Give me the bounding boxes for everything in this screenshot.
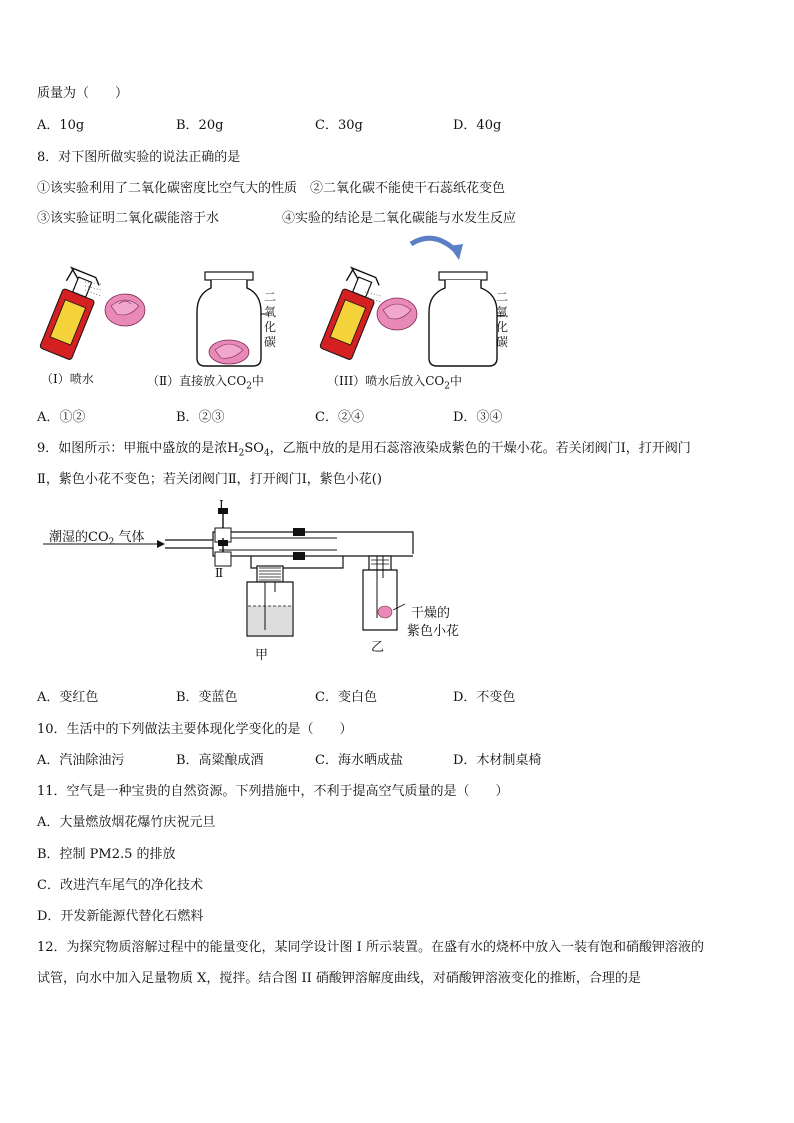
q8-stem: 8．对下图所做实验的说法正确的是 xyxy=(37,150,241,165)
caption-text: 中 xyxy=(251,374,264,388)
q9-bottle-label-yi: 乙 xyxy=(371,640,385,655)
gas-label-sub: 2 xyxy=(108,537,115,548)
stem-text: 9．如图所示：甲瓶中盛放的是浓H xyxy=(37,441,239,456)
q11-stem: 11．空气是一种宝贵的自然资源。下列措施中，不利于提高空气质量的是（ ） xyxy=(37,784,509,799)
q7-option-d[interactable]: D．40g xyxy=(453,118,502,133)
q9-valve-label-2: Ⅱ xyxy=(215,566,224,580)
caption-sub: 2 xyxy=(246,381,252,392)
q8-jar-label-1 xyxy=(263,290,277,350)
caption-sub: 2 xyxy=(444,381,450,392)
rose-icon-1 xyxy=(105,294,145,326)
q9-stem-line-1 xyxy=(37,437,691,459)
q9-options xyxy=(37,686,757,704)
jar-label-char: 二 xyxy=(263,290,276,304)
q10-stem: 10．生活中的下列做法主要体现化学变化的是（ ） xyxy=(37,722,353,737)
gas-label-text: 气体 xyxy=(114,530,145,545)
q8-figure xyxy=(37,232,757,394)
q8-option-d[interactable]: D．③④ xyxy=(453,410,503,425)
q7-option-b[interactable]: B．20g xyxy=(176,118,224,133)
gas-jar-icon-2 xyxy=(429,272,505,366)
q9-bottle-label-jia: 甲 xyxy=(255,648,269,663)
q8-caption-3 xyxy=(327,372,462,391)
stem-sub: 2 xyxy=(238,448,245,459)
q10-option-d[interactable]: D．木材制桌椅 xyxy=(453,753,542,768)
q11-option-c[interactable]: C．改进汽车尾气的净化技术 xyxy=(37,878,203,893)
caption-text: 中 xyxy=(449,374,462,388)
arrow-head-icon xyxy=(157,540,165,548)
valve-icon-1 xyxy=(215,508,231,542)
q8-statement-4: ④实验的结论是二氧化碳能与水发生反应 xyxy=(282,211,517,226)
q8-caption-1: （I）喷水 xyxy=(41,372,94,386)
q7-option-a[interactable]: A．10g xyxy=(37,118,85,133)
q11-option-d[interactable]: D．开发新能源代替化石燃料 xyxy=(37,909,204,924)
q12-stem-line-2: 试管，向水中加入足量物质 X，搅拌。结合图 II 硝酸钾溶解度曲线，对硝酸钾溶液变化的推断，合理的是 xyxy=(37,971,641,986)
connector-icon xyxy=(293,552,305,560)
q9-valve-label-1: I xyxy=(219,498,224,512)
connector-icon xyxy=(293,528,305,536)
q8-option-b[interactable]: B．②③ xyxy=(176,410,225,425)
q9-apparatus-figure xyxy=(37,498,477,664)
gas-jar-icon-1 xyxy=(197,272,269,366)
q10-option-c[interactable]: C．海水晒成盐 xyxy=(315,753,403,768)
q10-options xyxy=(37,749,757,767)
q7-stem-tail: 质量为（ ） xyxy=(37,86,129,101)
stem-sub: 4 xyxy=(263,448,270,459)
jar-label-char: 氧 xyxy=(263,305,276,319)
q9-flower-label-2: 紫色小花 xyxy=(407,624,460,639)
q8-option-c[interactable]: C．②④ xyxy=(315,410,364,425)
q8-statement-3: ③该实验证明二氧化碳能溶于水 xyxy=(37,211,220,226)
q7-options xyxy=(37,114,757,132)
caption-text: （III）喷水后放入CO xyxy=(327,374,445,388)
jar-label-char: 化 xyxy=(495,320,508,334)
q9-gas-label xyxy=(49,526,144,548)
q9-flower-label-1: 干燥的 xyxy=(411,606,451,621)
q12-stem-line-1: 12．为探究物质溶解过程中的能量变化，某同学设计图 I 所示装置。在盛有水的烧杯中放入一装有饱和硝酸钾溶液的 xyxy=(37,940,704,955)
stem-text: SO xyxy=(244,441,264,456)
stem-text: ，乙瓶中放的是用石蕊溶液染成紫色的干燥小花。若关闭阀门Ⅰ，打开阀门 xyxy=(269,441,691,456)
q7-option-c[interactable]: C．30g xyxy=(315,118,363,133)
bottle-yi-icon xyxy=(363,556,405,630)
q8-caption-2 xyxy=(147,372,264,391)
spray-bottle-icon-1 xyxy=(39,268,103,360)
q8-options xyxy=(37,406,757,424)
q8-option-a[interactable]: A．①② xyxy=(37,410,86,425)
bottle-jia-icon xyxy=(247,566,293,636)
q9-option-d[interactable]: D．不变色 xyxy=(453,690,516,705)
q9-option-a[interactable]: A．变红色 xyxy=(37,690,99,705)
caption-text: （Ⅱ）直接放入CO xyxy=(147,374,247,388)
q9-stem-line-2: Ⅱ，紫色小花不变色；若关闭阀门Ⅱ，打开阀门Ⅰ，紫色小花() xyxy=(37,472,382,487)
jar-label-char: 二 xyxy=(495,290,508,304)
spray-bottle-icon-2 xyxy=(319,268,383,360)
curved-arrow-icon xyxy=(411,238,463,260)
jar-label-char: 碳 xyxy=(495,335,508,349)
q8-jar-label-2 xyxy=(495,290,509,350)
jar-label-char: 碳 xyxy=(263,335,276,349)
q11-option-b[interactable]: B．控制 PM2.5 的排放 xyxy=(37,847,176,862)
gas-label-text: 潮湿的CO xyxy=(49,530,109,545)
q9-option-b[interactable]: B．变蓝色 xyxy=(176,690,238,705)
q8-figure-drawing xyxy=(37,232,757,394)
q9-option-c[interactable]: C．变白色 xyxy=(315,690,377,705)
q11-option-a[interactable]: A．大量燃放烟花爆竹庆祝元旦 xyxy=(37,815,216,830)
q10-option-b[interactable]: B．高粱酿成酒 xyxy=(176,753,264,768)
rose-icon-2 xyxy=(377,298,417,330)
jar-label-char: 氧 xyxy=(495,305,508,319)
flower-icon xyxy=(378,606,392,618)
q9-apparatus-drawing xyxy=(37,498,477,664)
jar-label-char: 化 xyxy=(263,320,276,334)
q8-statement-1-2: ①该实验利用了二氧化碳密度比空气大的性质 ②二氧化碳不能使干石蕊纸花变色 xyxy=(37,181,506,196)
q10-option-a[interactable]: A．汽油除油污 xyxy=(37,753,125,768)
